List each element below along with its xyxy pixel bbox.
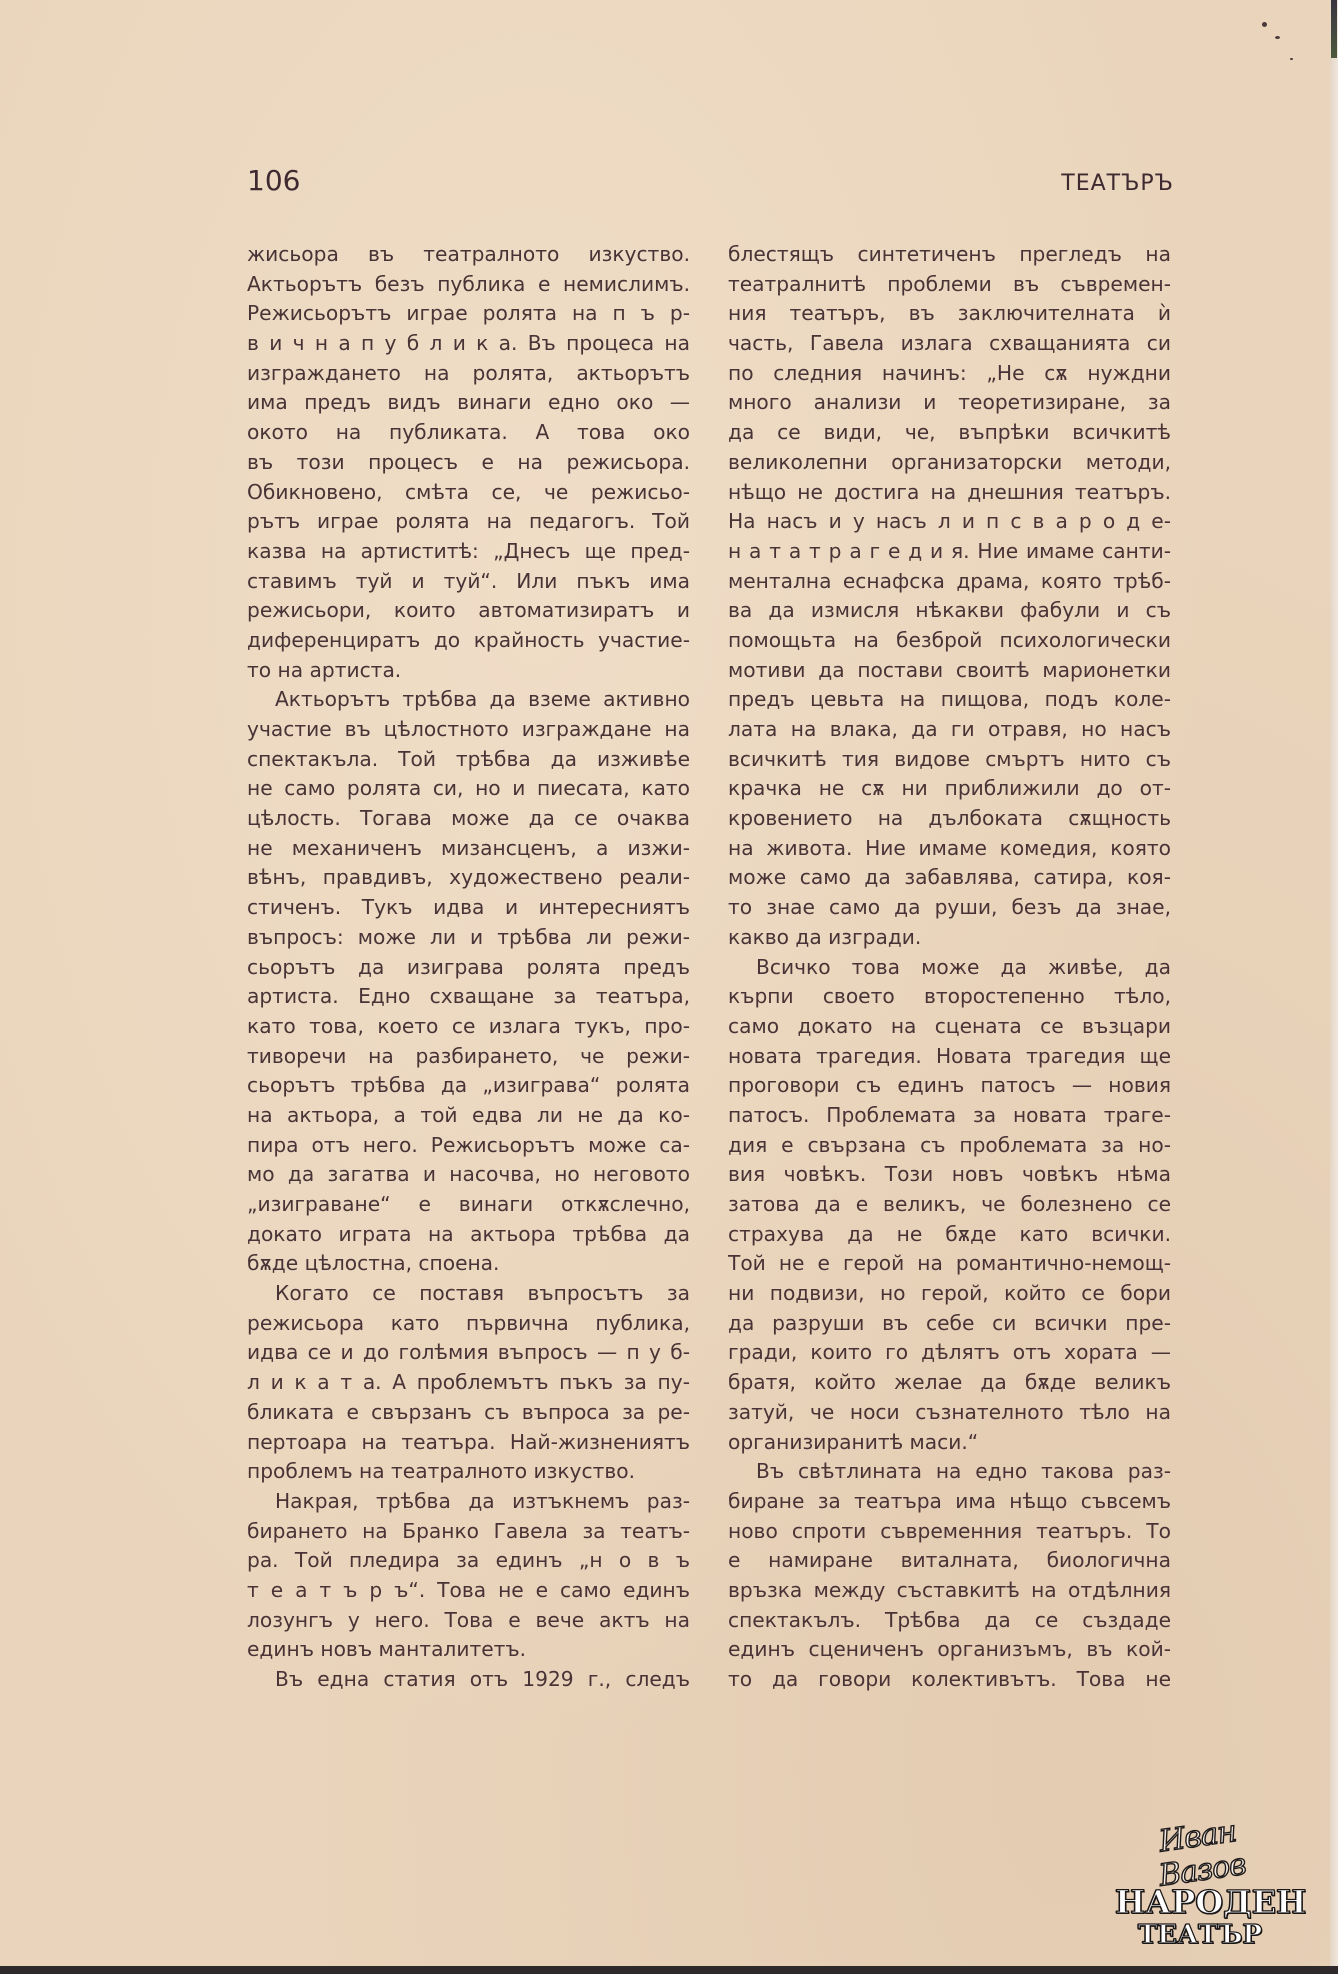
text-line: то знае само да руши, безъ да знае, [728, 895, 1171, 920]
text-line: помощьта на безброй психологически [728, 627, 1171, 652]
text-line: какво да изгради. [728, 924, 922, 949]
logo-signature: Иван Вазов [1156, 1813, 1248, 1894]
text-line: патосъ. Проблемата за новата траге- [728, 1102, 1171, 1127]
text-line: пира отъ него. Режисьорътъ може са- [247, 1132, 690, 1157]
text-line: докато играта на актьора трѣбва да [247, 1221, 690, 1246]
text-line: артиста. Едно схващане за театъра, [247, 984, 690, 1009]
text-line: н а т а т р а г е д и я. Ние имаме санти- [728, 538, 1171, 563]
text-line: великолепни организаторски методи, [728, 449, 1171, 474]
text-line: часть, Гавела излага схващанията си [728, 331, 1171, 356]
text-line: спектакълъ. Трѣбва да се създаде [728, 1607, 1171, 1632]
text-line: на живота. Ние имаме комедия, която [728, 835, 1171, 860]
text-line: сьорътъ да изиграва ролята предъ [247, 954, 690, 979]
text-line: Всичко това може да живѣе, да [756, 954, 1171, 979]
text-line: Въ свѣтлината на едно такова раз- [756, 1459, 1171, 1484]
text-line: организиранитѣ маси.“ [728, 1429, 979, 1454]
text-line: лозунгъ у него. Това е вече актъ на [247, 1607, 690, 1632]
text-line: театралнитѣ проблеми въ съвремен- [728, 271, 1171, 296]
speck [1275, 36, 1280, 39]
text-line: страхува да не бѫде като всички. [728, 1221, 1171, 1246]
text-line: мотиви да постави своитѣ марионетки [728, 657, 1171, 682]
right-column [728, 240, 1171, 1695]
text-line: не само ролята си, но и пиесата, като [247, 776, 690, 801]
text-line: въпросъ: може ли и трѣбва ли режи- [247, 924, 690, 949]
text-line: да се види, че, въпрѣки всичкитѣ [728, 420, 1171, 445]
text-line: ра. Той пледира за единъ „н о в ъ [247, 1548, 690, 1573]
left-column [247, 240, 690, 1695]
text-line: е намиране виталната, биологична [728, 1548, 1171, 1573]
text-line: идва се и до голѣмия въпросъ — п у б- [247, 1340, 690, 1365]
text-line: единъ сцениченъ организъмъ, въ кой- [728, 1637, 1171, 1662]
text-line: участие въ цѣлостното изграждане на [247, 717, 690, 741]
text-line: пертоара на театъра. Най-жизнениятъ [247, 1429, 690, 1454]
logo-line-2: ТЕАТЪР [1137, 1920, 1263, 1950]
text-line: Обикновено, смѣта се, че режисьо- [247, 479, 690, 504]
text-line: „изиграване“ е винаги откѫслечно, [247, 1192, 690, 1216]
running-title: ТЕАТЪРЪ [1061, 171, 1174, 196]
text-line: ва да измисля нѣкакви фабули и съ [728, 598, 1171, 623]
text-line: стиченъ. Тукъ идва и интересниятъ [247, 895, 690, 920]
text-line: л и к а т а. А проблемътъ пъкъ за пу- [247, 1370, 690, 1395]
text-line: проблемъ на театралното изкуство. [247, 1459, 636, 1484]
text-line: то на артиста. [247, 657, 402, 682]
text-line: затова да е великъ, че болезнено се [728, 1192, 1171, 1216]
text-line: казва на артиститѣ: „Днесъ ще пред- [247, 538, 690, 563]
text-line: На насъ и у насъ л и п с в а р о д е- [728, 509, 1171, 534]
text-line: само докато на сцената се възцари [728, 1013, 1171, 1038]
text-line: крачка не сѫ ни приближили до от- [728, 776, 1171, 801]
text-line: сьорътъ трѣбва да „изиграва“ ролята [247, 1073, 690, 1098]
text-line: дия е свързана съ проблемата за но- [728, 1132, 1171, 1157]
text-line: нѣщо не достига на днешния театъръ. [728, 479, 1171, 504]
text-line: биране за театъра има нѣщо съвсемъ [728, 1488, 1171, 1513]
text-line: Режисьорътъ играе ролята на п ъ р- [247, 301, 690, 326]
text-line: лата на влака, да ги отравя, но насъ [728, 717, 1171, 741]
text-line: бликата е свързанъ съ въпроса за ре- [247, 1399, 690, 1424]
text-line: блестящъ синтетиченъ прегледъ на [728, 242, 1171, 266]
text-line: в и ч н а п у б л и к а. Въ процеса на [247, 331, 690, 356]
page-edge [1330, 0, 1338, 1966]
text-line: новата трагедия. Новата трагедия ще [728, 1043, 1171, 1068]
text-line: затуй, че носи съзнателното тѣло на [728, 1399, 1171, 1424]
text-line: единъ новъ манталитетъ. [247, 1637, 527, 1662]
text-line: ставимъ туй и туй“. Или пъкъ има [247, 568, 690, 593]
text-line: режисьори, които автоматизиратъ и [247, 598, 690, 623]
text-line: ни подвизи, но герой, който се бори [728, 1281, 1171, 1306]
text-line: мо да загатва и насочва, но неговото [247, 1162, 690, 1187]
text-line: гради, които го дѣлятъ отъ хората — [728, 1340, 1171, 1365]
text-line: Въ една статия отъ 1929 г., следъ [275, 1667, 690, 1691]
text-line: на актьора, а той едва ли не да ко- [247, 1102, 690, 1127]
text-line: цѣлость. Тогава може да се очаква [247, 806, 690, 831]
text-line: въ този процесъ е на режисьора. [247, 449, 690, 474]
page-number: 106 [247, 164, 301, 197]
text-line: кърпи своето второстепенно тѣло, [728, 984, 1171, 1009]
text-line: има предъ видъ винаги едно око — [247, 390, 690, 415]
text-line: братя, който желае да бѫде великъ [728, 1370, 1171, 1395]
text-line: връзка между съставкитѣ на отдѣлния [728, 1577, 1171, 1602]
text-line: тиворечи на разбирането, че режи- [247, 1043, 690, 1068]
text-line: предъ цевьта на пищова, подъ коле- [728, 687, 1171, 712]
text-line: ния театъръ, въ заключителната ѝ [728, 301, 1171, 326]
text-line: бирането на Бранко Гавела за театъ- [247, 1518, 690, 1543]
text-line: да разруши въ себе си всички пре- [728, 1310, 1171, 1335]
text-line: Той не е герой на романтично-немощ- [728, 1251, 1171, 1276]
text-line: Когато се поставя въпросътъ за [275, 1281, 690, 1306]
logo-line-1: НАРОДЕН [1115, 1883, 1307, 1921]
text-line: много анализи и теоретизиране, за [728, 390, 1171, 415]
text-line: Актьорътъ безъ публика е немислимъ. [247, 271, 690, 296]
edge-mark [1331, 0, 1337, 58]
text-line: не механиченъ мизансценъ, а изжи- [247, 835, 690, 860]
text-line: то да говори колективътъ. Това не [728, 1667, 1171, 1691]
text-line: проговори съ единъ патосъ — новия [728, 1073, 1171, 1098]
text-line: режисьора като първична публика, [247, 1310, 690, 1335]
text-line: по следния начинъ: „Не сѫ нуждни [728, 360, 1171, 385]
text-line: Накрая, трѣбва да изтъкнемъ раз- [275, 1488, 690, 1513]
text-line: диференциратъ до крайность участие- [247, 627, 690, 652]
text-line: жисьора въ театралното изкуство. [247, 242, 690, 266]
text-line: вѣнъ, правдивъ, художествено реали- [247, 865, 690, 890]
theatre-logo [1115, 1813, 1307, 1950]
text-line: като това, което се излага тукъ, про- [247, 1013, 690, 1038]
speck [1290, 58, 1293, 60]
text-line: всичкитѣ тия видове смъртъ нито съ [728, 746, 1171, 771]
text-line: вия човѣкъ. Този новъ човѣкъ нѣма [728, 1162, 1171, 1187]
text-line: т е а т ъ р ъ“. Това не е само единъ [247, 1577, 690, 1602]
text-line: изграждането на ролята, актьорътъ [247, 360, 690, 385]
text-line: може само да забавлява, сатира, коя- [728, 865, 1171, 890]
text-line: рътъ играе ролята на педагогъ. Той [247, 509, 690, 534]
text-line: ново спроти съвременния театъръ. То [728, 1518, 1171, 1543]
text-line: Актьорътъ трѣбва да вземе активно [275, 687, 690, 712]
text-line: окото на публиката. А това око [247, 420, 690, 445]
text-line: спектакъла. Той трѣбва да изживѣе [247, 746, 690, 771]
bottom-border [0, 1966, 1338, 1974]
text-line: ментална еснафска драма, която трѣб- [728, 568, 1171, 593]
text-line: кровението на дълбоката сѫщность [728, 806, 1171, 831]
text-line: бѫде цѣлостна, споена. [247, 1251, 500, 1276]
speck [1262, 22, 1267, 27]
